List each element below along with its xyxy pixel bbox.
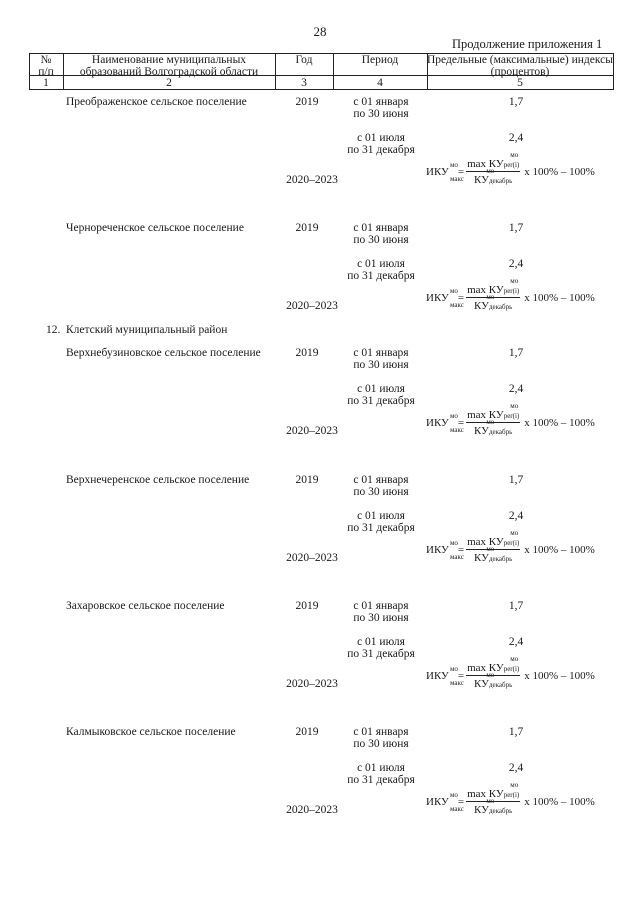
formula-lhs-sub: макс — [450, 301, 464, 309]
col-number-2: 2 — [166, 77, 172, 89]
formula-lhs-sup: мо — [450, 665, 458, 673]
formula-rhs: x 100% – 100% — [524, 796, 595, 808]
period-first-half: с 01 января по 30 июня — [353, 347, 409, 371]
formula-lhs-sup: мо — [450, 539, 458, 547]
year-range: 2020–2023 — [286, 174, 338, 186]
formula-fraction — [466, 277, 520, 312]
settlement-name: Чернореченское сельское поселение — [66, 222, 244, 234]
formula-denominator-sup: мо — [486, 167, 495, 175]
col-number-4: 4 — [377, 77, 383, 89]
formula-denominator-sub: декабрь — [488, 428, 513, 436]
formula-numerator-sub: per(i) — [503, 287, 520, 295]
period-second-half: с 01 июля по 31 декабря — [347, 383, 415, 407]
continuation-label: Продолжение приложения 1 — [452, 37, 603, 51]
formula-equals: = — [457, 544, 465, 556]
formula-numerator-sup: мо — [510, 277, 519, 285]
formula-numerator: КУ — [488, 409, 504, 421]
formula-lhs-sub: макс — [450, 426, 464, 434]
formula-lhs — [426, 161, 464, 183]
index-formula — [426, 529, 595, 564]
formula-lhs: ИКУ — [426, 670, 449, 682]
formula-denominator-sub: декабрь — [488, 303, 513, 311]
formula-lhs-sup: мо — [450, 791, 458, 799]
formula-denominator-sup: мо — [486, 418, 495, 426]
formula-lhs: ИКУ — [426, 166, 449, 178]
formula-numerator-sup: мо — [510, 529, 519, 537]
formula-lhs-sub: макс — [450, 679, 464, 687]
index-formula — [426, 655, 595, 690]
formula-numerator: КУ — [488, 662, 504, 674]
period-second-half: с 01 июля по 31 декабря — [347, 510, 415, 534]
index-value-first-half: 1,7 — [508, 474, 524, 486]
formula-equals: = — [457, 166, 465, 178]
index-value-first-half: 1,7 — [508, 600, 524, 612]
formula-rhs: x 100% – 100% — [524, 544, 595, 556]
year-2019: 2019 — [295, 600, 319, 612]
index-value-second-half: 2,4 — [508, 383, 524, 395]
formula-numerator-sub: per(i) — [503, 161, 520, 169]
formula-numerator: КУ — [488, 536, 504, 548]
formula-lhs: ИКУ — [426, 292, 449, 304]
year-range: 2020–2023 — [286, 425, 338, 437]
formula-lhs-sup: мо — [450, 287, 458, 295]
formula-lhs-sub: макс — [450, 553, 464, 561]
formula-numerator-prefix: max — [467, 409, 487, 421]
year-2019: 2019 — [295, 474, 319, 486]
col-number-1: 1 — [43, 77, 49, 89]
index-value-first-half: 1,7 — [508, 222, 524, 234]
year-range: 2020–2023 — [286, 804, 338, 816]
formula-numerator-prefix: max — [467, 662, 487, 674]
header-index: Предельные (максимальные) индексы (процентов) — [427, 54, 613, 78]
formula-lhs-sub: макс — [450, 805, 464, 813]
index-value-second-half: 2,4 — [508, 510, 524, 522]
period-first-half: с 01 января по 30 июня — [353, 96, 409, 120]
year-2019: 2019 — [295, 726, 319, 738]
formula-lhs — [426, 412, 464, 434]
formula-numerator-prefix: max — [467, 788, 487, 800]
period-second-half: с 01 июля по 31 декабря — [347, 636, 415, 660]
period-first-half: с 01 января по 30 июня — [353, 474, 409, 498]
page-number: 28 — [313, 24, 327, 39]
formula-denominator: КУ — [474, 425, 489, 437]
year-range: 2020–2023 — [286, 678, 338, 690]
col-divider — [613, 53, 614, 89]
header-num: № п/п — [38, 54, 54, 78]
year-2019: 2019 — [295, 347, 319, 359]
formula-numerator-sup: мо — [510, 781, 519, 789]
formula-numerator-sub: per(i) — [503, 412, 520, 420]
formula-lhs: ИКУ — [426, 417, 449, 429]
formula-denominator-sub: декабрь — [488, 177, 513, 185]
index-formula — [426, 151, 595, 186]
formula-lhs-sub: макс — [450, 175, 464, 183]
settlement-name: Верхнечеренское сельское поселение — [66, 474, 250, 486]
index-formula — [426, 277, 595, 312]
formula-rhs: x 100% – 100% — [524, 292, 595, 304]
district-name: Клетский муниципальный район — [66, 324, 228, 336]
formula-equals: = — [457, 417, 465, 429]
settlement-name: Преображенское сельское поселение — [66, 96, 247, 108]
year-2019: 2019 — [295, 96, 319, 108]
formula-lhs: ИКУ — [426, 544, 449, 556]
formula-denominator-sub: декабрь — [488, 807, 513, 815]
formula-equals: = — [457, 670, 465, 682]
settlement-name: Захаровское сельское поселение — [66, 600, 225, 612]
formula-lhs — [426, 539, 464, 561]
index-value-second-half: 2,4 — [508, 762, 524, 774]
index-formula — [426, 402, 595, 437]
year-2019: 2019 — [295, 222, 319, 234]
formula-denominator: КУ — [474, 552, 489, 564]
formula-denominator-sup: мо — [486, 545, 495, 553]
col-number-3: 3 — [301, 77, 307, 89]
formula-denominator: КУ — [474, 174, 489, 186]
formula-numerator-prefix: max — [467, 284, 487, 296]
formula-fraction — [466, 402, 520, 437]
index-value-second-half: 2,4 — [508, 132, 524, 144]
formula-fraction — [466, 151, 520, 186]
index-value-second-half: 2,4 — [508, 636, 524, 648]
formula-numerator: КУ — [488, 284, 504, 296]
period-second-half: с 01 июля по 31 декабря — [347, 762, 415, 786]
formula-denominator-sub: декабрь — [488, 555, 513, 563]
index-value-first-half: 1,7 — [508, 726, 524, 738]
formula-denominator-sup: мо — [486, 671, 495, 679]
formula-numerator-prefix: max — [467, 536, 487, 548]
index-value-second-half: 2,4 — [508, 258, 524, 270]
index-formula — [426, 781, 595, 816]
period-second-half: с 01 июля по 31 декабря — [347, 132, 415, 156]
formula-denominator-sup: мо — [486, 293, 495, 301]
period-first-half: с 01 января по 30 июня — [353, 726, 409, 750]
formula-fraction — [466, 655, 520, 690]
year-range: 2020–2023 — [286, 300, 338, 312]
formula-lhs — [426, 665, 464, 687]
formula-denominator: КУ — [474, 300, 489, 312]
formula-fraction — [466, 529, 520, 564]
settlement-name: Верхнебузиновское сельское поселение — [66, 347, 261, 359]
formula-numerator-sup: мо — [510, 402, 519, 410]
formula-numerator-sup: мо — [510, 151, 519, 159]
year-range: 2020–2023 — [286, 552, 338, 564]
formula-rhs: x 100% – 100% — [524, 166, 595, 178]
formula-lhs: ИКУ — [426, 796, 449, 808]
header-name: Наименование муниципальных образований Волгоградской области — [79, 54, 259, 78]
header-period: Период — [361, 54, 399, 66]
formula-equals: = — [457, 292, 465, 304]
formula-denominator: КУ — [474, 678, 489, 690]
header-year: Год — [295, 54, 313, 66]
formula-denominator-sub: декабрь — [488, 681, 513, 689]
formula-denominator-sup: мо — [486, 797, 495, 805]
formula-numerator-sub: per(i) — [503, 539, 520, 547]
period-first-half: с 01 января по 30 июня — [353, 222, 409, 246]
index-value-first-half: 1,7 — [508, 96, 524, 108]
formula-lhs-sup: мо — [450, 161, 458, 169]
period-first-half: с 01 января по 30 июня — [353, 600, 409, 624]
settlement-name: Калмыковское сельское поселение — [66, 726, 236, 738]
index-value-first-half: 1,7 — [508, 347, 524, 359]
formula-rhs: x 100% – 100% — [524, 417, 595, 429]
formula-numerator-prefix: max — [467, 158, 487, 170]
formula-numerator-sup: мо — [510, 655, 519, 663]
col-number-5: 5 — [517, 77, 523, 89]
formula-rhs: x 100% – 100% — [524, 670, 595, 682]
formula-lhs — [426, 791, 464, 813]
formula-fraction — [466, 781, 520, 816]
formula-denominator: КУ — [474, 804, 489, 816]
formula-numerator: КУ — [488, 788, 504, 800]
header-bottom-rule — [29, 89, 614, 90]
formula-numerator-sub: per(i) — [503, 791, 520, 799]
period-second-half: с 01 июля по 31 декабря — [347, 258, 415, 282]
district-number: 12. — [46, 324, 61, 336]
formula-equals: = — [457, 796, 465, 808]
formula-numerator: КУ — [488, 158, 504, 170]
formula-lhs-sup: мо — [450, 412, 458, 420]
formula-lhs — [426, 287, 464, 309]
formula-numerator-sub: per(i) — [503, 665, 520, 673]
